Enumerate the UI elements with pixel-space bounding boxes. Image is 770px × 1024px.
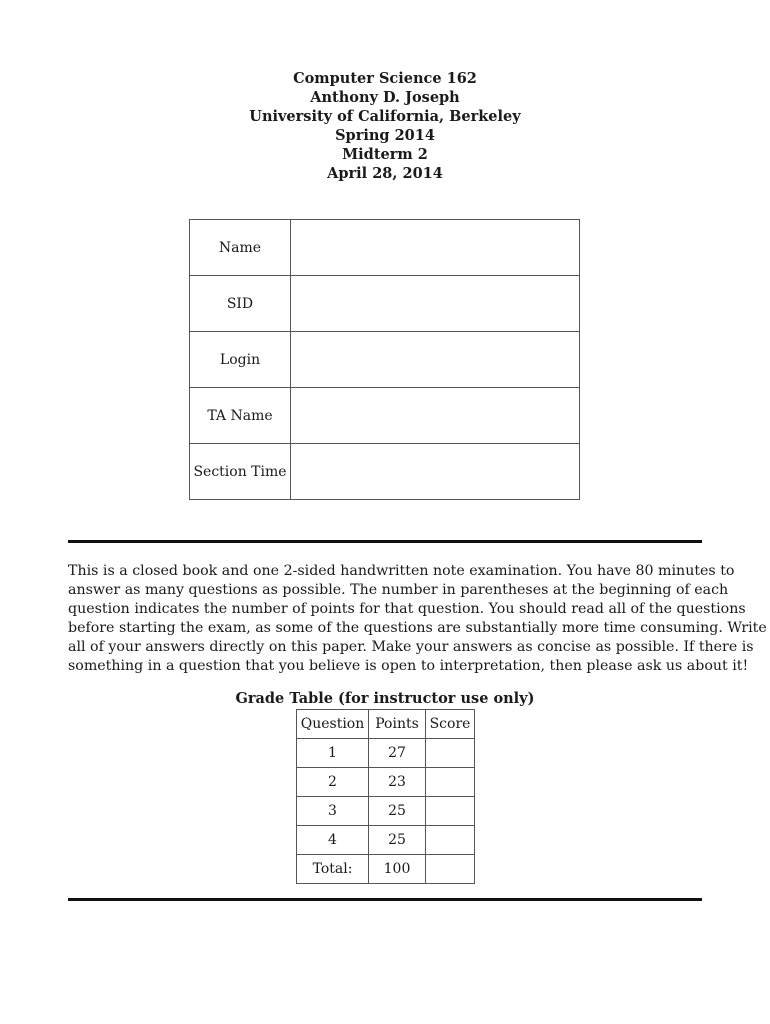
- question-points: 25: [369, 826, 426, 855]
- score-cell: [426, 826, 475, 855]
- info-row-name: [190, 220, 580, 276]
- instruction-line: something in a question that you believe is open to interpretation, then please ask us about it!: [68, 658, 749, 674]
- column-header-score: Score: [426, 710, 475, 739]
- table-row: [297, 739, 475, 768]
- info-label-name: Name: [190, 220, 291, 276]
- exam-name: Midterm 2: [342, 146, 428, 163]
- info-row-login: [190, 332, 580, 388]
- table-row: [297, 797, 475, 826]
- instruction-line: answer as many questions as possible. The number in parentheses at the beginning of each: [68, 582, 729, 598]
- grade-table-title: Grade Table (for instructor use only): [235, 690, 535, 707]
- question-number: 3: [297, 797, 369, 826]
- question-number: 4: [297, 826, 369, 855]
- table-row: [297, 826, 475, 855]
- name-field[interactable]: [291, 220, 580, 276]
- score-cell: [426, 797, 475, 826]
- total-score-cell: [426, 855, 475, 884]
- top-divider: [68, 540, 702, 543]
- instruction-line: all of your answers directly on this paper. Make your answers as concise as possible. If there is: [68, 639, 754, 655]
- info-row-sid: [190, 276, 580, 332]
- instruction-line: question indicates the number of points for that question. You should read all of the questions: [68, 601, 746, 617]
- exam-header: [0, 69, 770, 183]
- university-name: University of California, Berkeley: [249, 108, 521, 125]
- info-label-login: Login: [190, 332, 291, 388]
- instructor-name: Anthony D. Joseph: [310, 89, 460, 106]
- column-header-points: Points: [369, 710, 426, 739]
- course-title: Computer Science 162: [293, 70, 477, 87]
- total-row: [297, 855, 475, 884]
- column-header-question: Question: [297, 710, 369, 739]
- exam-instructions: [68, 562, 767, 676]
- question-number: 1: [297, 739, 369, 768]
- ta-name-field[interactable]: [291, 388, 580, 444]
- question-points: 23: [369, 768, 426, 797]
- info-row-ta-name: [190, 388, 580, 444]
- table-row: [297, 768, 475, 797]
- login-field[interactable]: [291, 332, 580, 388]
- info-row-section-time: [190, 444, 580, 500]
- section-time-field[interactable]: [291, 444, 580, 500]
- info-label-sid: SID: [190, 276, 291, 332]
- exam-date: April 28, 2014: [327, 165, 443, 182]
- question-points: 25: [369, 797, 426, 826]
- sid-field[interactable]: [291, 276, 580, 332]
- grade-table-header-row: [297, 710, 475, 739]
- question-points: 27: [369, 739, 426, 768]
- grade-table: [296, 709, 475, 884]
- instruction-line: This is a closed book and one 2-sided handwritten note examination. You have 80 minutes to: [68, 563, 735, 579]
- bottom-divider: [68, 898, 702, 901]
- term: Spring 2014: [335, 127, 435, 144]
- info-label-section-time: Section Time: [190, 444, 291, 500]
- question-number: 2: [297, 768, 369, 797]
- info-label-ta-name: TA Name: [190, 388, 291, 444]
- student-info-table: [189, 219, 580, 500]
- score-cell: [426, 768, 475, 797]
- total-points: 100: [369, 855, 426, 884]
- total-label: Total:: [297, 855, 369, 884]
- instruction-line: before starting the exam, as some of the questions are substantially more time consuming. Write: [68, 620, 767, 636]
- score-cell: [426, 739, 475, 768]
